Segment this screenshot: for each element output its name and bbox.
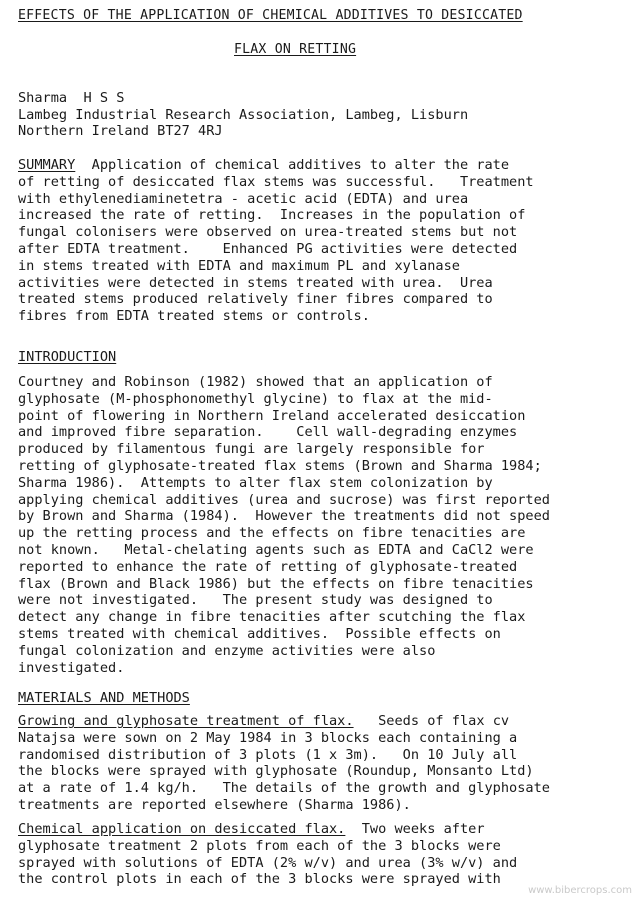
summary-first-line: Application of chemical additives to alter the rate [75,157,510,173]
introduction-body: Courtney and Robinson (1982) showed that an application of glyphosate (M-phosphonomethyl glycine) to flax at the mid- point of flowering in Northern Ireland accelerated desiccation and improved fibre separation. Cell wall-degrading enzymes produced by filamentous fungi are largely responsible for retting of glyphosate-treated flax stems (Brown and Sharma 1984; Sharma 1986). Attempts to alter flax stem colonization by applying chemical additives (urea and sucrose) was first reported by Brown and Sharma (1984). However the treatments did not speed up the retting process and the effects on fibre tenacities are not known. Metal-chelating agents such as EDTA and CaCl2 were reported to enhance the rate of retting of glyphosate-treated flax (Brown and Black 1986) but the effects on fibre tenacities were not investigated. The present study was designed to detect any change in fibre tenacities after scutching the flax stems treated with chemical additives. Possible effects on fungal colonization and enzyme activities were also investigated. [18,374,550,676]
author-affiliation: Lambeg Industrial Research Association, Lambeg, Lisburn [18,106,469,123]
growing-section [18,713,550,814]
summary-heading: SUMMARY [18,157,76,173]
summary-section [18,157,534,325]
author-location: Northern Ireland BT27 4RJ [18,123,223,140]
growing-subheading: Growing and glyphosate treatment of flax. [18,713,354,729]
introduction-heading: INTRODUCTION [18,349,117,365]
paper-title-line-1: EFFECTS OF THE APPLICATION OF CHEMICAL ADDITIVES TO DESICCATED [18,8,523,23]
site-watermark: www.bibercrops.com [528,885,632,896]
chemical-subheading: Chemical application on desiccated flax. [18,821,346,837]
materials-heading: MATERIALS AND METHODS [18,690,190,706]
author-name: Sharma H S S [18,90,125,106]
paper-title-line-2: FLAX ON RETTING [234,42,357,57]
summary-body: of retting of desiccated flax stems was successful. Treatment with ethylenediaminetetra - acetic acid (EDTA) and urea increased the rate of retting. Increases in the population of fungal colonisers were observed on urea-treated stems but not after EDTA treatment. Enhanced PG activities were detected in stems treated with EDTA and maximum PL and xylanase activities were detected in stems treated with urea. Urea treated stems produced relatively finer fibres compared to fibres from EDTA treated stems or controls. [18,173,534,325]
growing-first-line: Seeds of flax cv [353,713,510,729]
growing-body: Natajsa were sown on 2 May 1984 in 3 blocks each containing a randomised distribution of 3 plots (1 x 3m). On 10 July all the blocks were sprayed with glyphosate (Roundup, Monsanto Ltd) at a rate of 1.4 kg/h. The details of the growth and glyphosate treatments are reported elsewhere (Sharma 1986). [18,729,550,813]
chemical-first-line: Two weeks after [345,821,485,837]
author-block [18,90,468,140]
chemical-body: glyphosate treatment 2 plots from each of the 3 blocks were sprayed with solutions of EDTA (2% w/v) and urea (3% w/v) and the control plots in each of the 3 blocks were sprayed with [18,837,518,888]
chemical-section [18,821,517,888]
